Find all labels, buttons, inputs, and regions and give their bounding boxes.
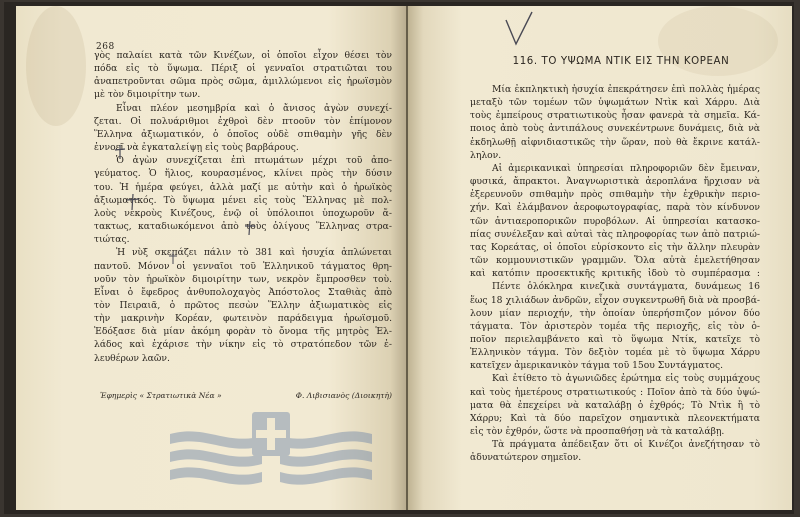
text-line: Ὁ ἀγὼν συνεχίζεται ἐπὶ πτωμάτων μέχρι τοῦ ἀπο-: [116, 155, 392, 167]
chapter-title: 116. ΤΟ ΥΨΩΜΑ ΝΤΙΚ ΕΙΣ ΤΗΝ ΚΟΡΕΑΝ: [512, 56, 730, 67]
text-line: ἕως 18 χιλιάδων ἀνδρῶν, εἶχον συγκεντρωθῆ διὰ νὰ προσβά-: [470, 294, 760, 306]
text-line: εἰς τὸν ἐχθρόν, ὥστε νὰ προσπαθήσῃ νὰ τὰ καταλάβῃ.: [470, 426, 725, 438]
text-line: χήν. Καὶ ἐλάμβανον ἀεροφωτογραφίας, παρὰ τὸν κίνδυνον: [470, 202, 760, 214]
book-spread: [4, 2, 794, 514]
left-page: [16, 6, 406, 510]
text-line: τὴν μακρινὴν Κορέαν, φωτεινὸν παράδειγμα ἡρωϊσμοῦ.: [94, 313, 392, 325]
text-line: τῶν ἀντιαεροπορικῶν πυροβόλων. Αἱ ὑπηρεσίαι κατασκο-: [470, 215, 760, 227]
text-line: λουν μίαν περιοχήν, τὴν ὁποίαν ὑπερήσπιζον μόνον δύο: [470, 307, 760, 319]
text-line: μεταξὺ τῶν τομέων τῶν ὑψωμάτων Ντὶκ καὶ Χάρρυ. Διὰ: [470, 97, 760, 109]
text-line: παντοῦ. Μόνον οἱ γενναῖοι τοῦ Ἑλληνικοῦ τάγματος θρη-: [94, 260, 392, 272]
text-line: μὲ τὸν διμοιρίτην των.: [94, 89, 201, 101]
text-line: Μία ἐκπληκτικὴ ἡσυχία ἐπεκράτησεν ἐπὶ πολλὰς ἡμέρας: [492, 84, 760, 95]
text-line: Ἐδόξασε διὰ μίαν ἀκόμη φορὰν τὸ ὄνομα τῆς μητρὸς Ἑλ-: [94, 326, 392, 338]
text-line: Ἕλληνα ἀξιωματικόν, ὁ ὁποῖος οὐδὲ σπιθαμὴν γῆς δὲν: [94, 128, 392, 140]
text-line: φυσικά, ἄπρακτοι. Ἀναγνωριστικὰ ἀεροπλάνα ἤρχισαν νὰ: [470, 176, 760, 188]
text-line: πίας συνέλεξαν καὶ αὐταὶ τὰς πληροφορίας των ἀπὸ πατριώ-: [470, 228, 760, 240]
text-line: Εἶναι πλέον μεσημβρία καὶ ὁ ἄνισος ἀγὼν συνεχί-: [116, 102, 392, 114]
text-line: τὸν Πειραιᾶ, ὁ πρῶτος πεσὼν Ἕλλην ἀξιωματικὸς εἰς: [94, 299, 392, 311]
right-page-body: [470, 83, 760, 465]
text-line: ἀδυνατώτερον σημεῖον.: [470, 452, 582, 464]
text-line: τῶν κομμουνιστικῶν γραμμῶν. Ὅλα αὐτὰ ἐμελετήθησαν: [470, 255, 760, 267]
text-line: Εἶναι ὁ ἔφεδρος ἀνθυπολοχαγὸς Ἀπόστολος Σταθιὰς ἀπὸ: [94, 286, 392, 298]
right-page: [408, 6, 792, 510]
text-line: τοὺς ἐμπείρους στρατιωτικοὺς ἦσαν φανερὰ τὰ σημεῖα. Κά-: [470, 110, 760, 122]
text-line: ἐκδηλωθῇ αἰφνιδιαστικῶς τὴν ὥραν, ποὺ θὰ ἔκρινε κατάλ-: [470, 136, 760, 148]
text-line: Τὰ πράγματα ἀπέδειξαν ὅτι οἱ Κινέζοι ἀνεζήτησαν τὸ: [492, 439, 760, 451]
text-line: λευθέρων λαῶν.: [94, 352, 170, 364]
text-line: ποῖον περιελαμβάνετο καὶ τὸ ὕψωμα Ντίκ, κατεῖχε τὸ: [470, 333, 760, 345]
text-line: του. Ἡ ἡμέρα φεύγει, ἀλλὰ μαζί με αὐτὴν καὶ ὁ ἡρωϊκὸς: [94, 181, 392, 193]
text-line: ζεται. Οἱ πολυάριθμοι ἐχθροὶ δὲν πτοοῦν τὸν ἐπίμονον: [94, 115, 392, 127]
text-line: γεύματος. Ὁ ἥλιος, κουρασμένος, κλίνει πρὸς τὴν δύσιν: [94, 168, 392, 180]
greek-flag-cross-emblem-icon: [166, 406, 376, 498]
text-line: τιώτας.: [94, 234, 130, 246]
text-line: λοὺς νεκροὺς Κινέζους, ἐνῷ οἱ ὑπόλοιποι ὑποχωροῦν ἄ-: [94, 207, 392, 219]
text-line: πόδα εἰς τὸ ὕψωμα. Πέριξ οἱ γενναῖοι στρατιῶται του: [94, 63, 392, 75]
text-line: ματα θὰ ἐπεχείρει νὰ καταλάβῃ ὁ ἐχθρός; Τὸ Ντὶκ ἢ τὸ: [470, 399, 760, 411]
text-line: Ἑλληνικὸν τάγμα. Τὸν δεξιὸν τομέα μὲ τὸ ὕψωμα Χάρρυ: [470, 347, 760, 359]
text-line: νοῦν τὸν ἡρωϊκὸν διμοιρίτην των, νεκρὸν ἔμπροσθεν τοὺ.: [94, 273, 392, 285]
text-line: ἀναπετροῦνται σῶμα πρὸς σῶμα, ἁμιλλώμενοι εἰς ἡρωϊσμὸν: [94, 76, 392, 88]
text-line: Αἱ ἀμερικανικαὶ ὑπηρεσίαι πληροφοριῶν δὲν ἔμειναν,: [492, 162, 760, 174]
text-line: καὶ τοὺς ἡμετέρους στρατιωτικούς : Ποῖον ἀπὸ τὰ δύο ὑψώ-: [470, 386, 760, 398]
text-line: λάδος καὶ ἐχάρισε τὴν νίκην εἰς τὸ στρατόπεδον τῶν ἐ-: [94, 339, 392, 351]
text-line: ἀξιωματικός. Τὸ ὕψωμα μένει εἰς τοὺς Ἕλληνας μὲ πολ-: [94, 194, 392, 206]
text-line: Χάρρυ; Καὶ τὰ δύο παρεῖχον σημαντικὰ πλεονεκτήματα: [470, 412, 760, 424]
text-line: ἐννοεῖ νὰ ἐγκαταλείψῃ εἰς τοὺς βαρβάρους.: [94, 142, 299, 154]
text-line: κατεῖχεν ἀμερικανικὸν τάγμα τοῦ 15ου Συντάγματος.: [470, 360, 724, 372]
left-page-body: [94, 49, 392, 365]
source-newspaper: Ἐφημερὶς « Στρατιωτικὰ Νέα »: [100, 391, 222, 400]
text-line: ἐξερευνοῦν σπιθαμὴν πρὸς σπιθαμὴν τὴν ἐχθρικὴν περιο-: [470, 189, 760, 201]
text-line: Πέντε ὁλόκληρα κινεζικὰ συντάγματα, δυνάμεως 16: [492, 281, 760, 293]
text-line: τας Κορεάτας, οἱ ὁποῖοι εὑρίσκοντο εἰς τὴν ἄλλην πλευρὰν: [470, 241, 760, 253]
paper-stain: [26, 6, 86, 126]
text-line: Καὶ ἐτίθετο τὸ ἀγωνιῶδες ἐρώτημα εἰς τοὺς συμμάχους: [492, 373, 760, 385]
text-line: ποιος ἀπὸ τοὺς ἀντιπάλους συνεκέντρωνε δυνάμεις, διὰ νὰ: [470, 123, 760, 135]
source-author: Φ. Λιβισιανὸς (Διοικητὴ): [295, 391, 392, 400]
page-number: 268: [96, 42, 115, 52]
text-line: τακτως, καταδιωκόμενοι ἀπὸ τοὺς ὀλίγους Ἕλληνας στρα-: [94, 221, 392, 233]
text-line: γὸς παλαίει κατὰ τῶν Κινέζων, οἱ ὁποῖοι εἶχον θέσει τὸν: [94, 50, 392, 61]
text-line: καὶ κατόπιν προσεκτικῆς κριτικῆς ἰδοὺ τὸ συμπέρασμα :: [470, 268, 760, 280]
text-line: ληλον.: [470, 149, 502, 161]
text-line: Ἡ νὺξ σκεπάζει πάλιν τὸ 381 καὶ ἡσυχία ἁπλώνεται: [116, 247, 392, 259]
text-line: τάγματα. Τὸν ἀριστερὸν τομέα τῆς περιοχῆς, εἰς τὸν ὁ-: [470, 320, 760, 332]
source-citation: [100, 391, 392, 400]
